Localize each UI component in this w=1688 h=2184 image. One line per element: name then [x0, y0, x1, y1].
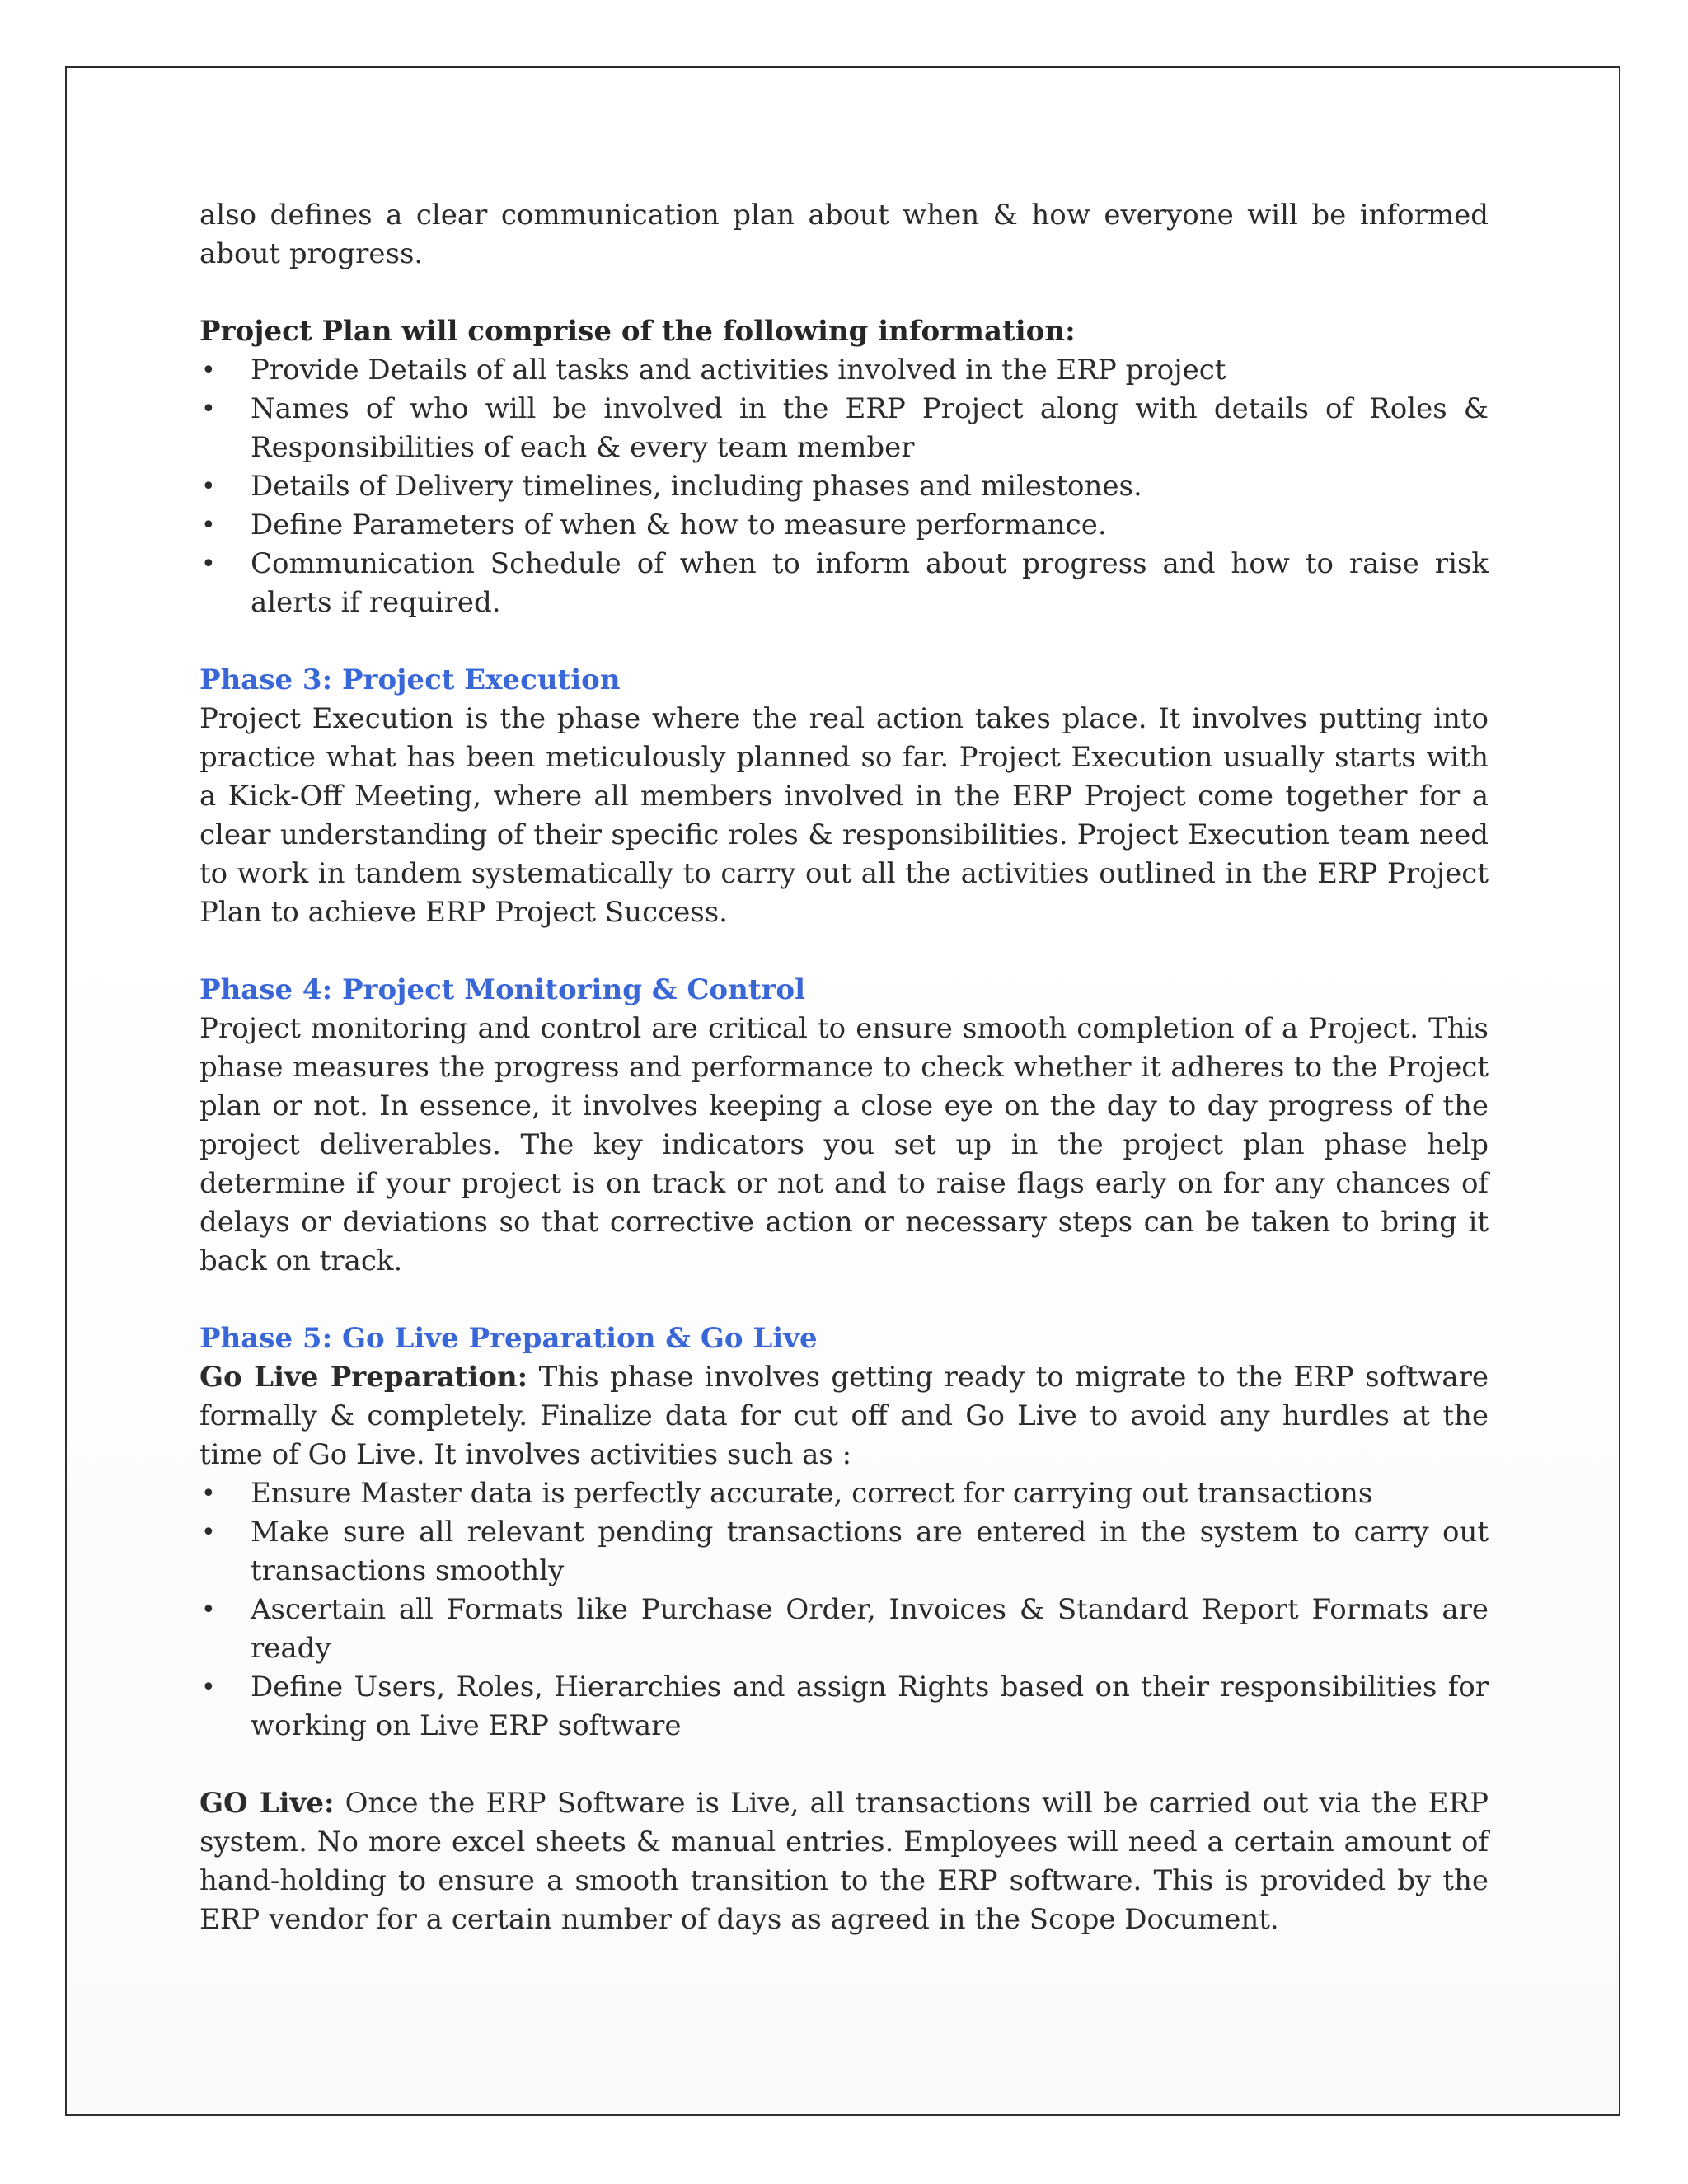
list-item: • Ascertain all Formats like Purchase Order, Invoices & Standard Report Formats are ready: [199, 1591, 1489, 1668]
list-item: • Provide Details of all tasks and activities involved in the ERP project: [199, 351, 1489, 390]
list-item: • Names of who will be involved in the ERP Project along with details of Roles & Responsibilities of each & every team member: [199, 390, 1489, 467]
list-item: • Details of Delivery timelines, including phases and milestones.: [199, 467, 1489, 506]
go-live-preparation-paragraph: [199, 1358, 1489, 1474]
go-live-label: GO Live:: [199, 1787, 335, 1820]
project-plan-heading: Project Plan will comprise of the following information:: [199, 315, 1076, 348]
phase-5-heading: Phase 5: Go Live Preparation & Go Live: [199, 1322, 818, 1355]
go-live-preparation-text: This phase involves getting ready to migrate to the ERP software formally & completely. Finalize data for cut off and Go Live to avoid any hurdles at the time of Go Live. It involves activities such as :: [199, 1361, 1489, 1471]
list-item: • Define Users, Roles, Hierarchies and assign Rights based on their responsibilities for working on Live ERP software: [199, 1668, 1489, 1746]
phase-4-heading: Phase 4: Project Monitoring & Control: [199, 973, 806, 1006]
go-live-text: Once the ERP Software is Live, all transactions will be carried out via the ERP system. No more excel sheets & manual entries. Employees will need a certain amount of hand-holding to ensure a smooth transition to the ERP software. This is provided by the ERP vendor for a certain number of days as agreed in the Scope Document.: [199, 1787, 1489, 1936]
phase-4-body: Project monitoring and control are critical to ensure smooth completion of a Project. This phase measures the progress and performance to check whether it adheres to the Project plan or not. In essence, it involves keeping a close eye on the day to day progress of the project deliverables. The key indicators you set up in the project plan phase help determine if your project is on track or not and to raise flags early on for any chances of delays or deviations so that corrective action or necessary steps can be taken to bring it back on track.: [199, 1012, 1489, 1277]
list-item: • Ensure Master data is perfectly accurate, correct for carrying out transactions: [199, 1474, 1489, 1513]
project-plan-list: [199, 351, 1489, 622]
list-item: • Communication Schedule of when to inform about progress and how to raise risk alerts if required.: [199, 545, 1489, 622]
go-live-preparation-list: [199, 1474, 1489, 1746]
go-live-paragraph: [199, 1784, 1489, 1939]
phase-3-heading: Phase 3: Project Execution: [199, 663, 621, 696]
go-live-preparation-label: Go Live Preparation:: [199, 1361, 528, 1394]
list-item: • Make sure all relevant pending transactions are entered in the system to carry out transactions smoothly: [199, 1513, 1489, 1591]
list-item: • Define Parameters of when & how to measure performance.: [199, 506, 1489, 545]
phase-3-body: Project Execution is the phase where the real action takes place. It involves putting into practice what has been meticulously planned so far. Project Execution usually starts with a Kick-Off Meeting, where all members involved in the ERP Project come together for a clear understanding of their specific roles & responsibilities. Project Execution team need to work in tandem systematically to carry out all the activities outlined in the ERP Project Plan to achieve ERP Project Success.: [199, 702, 1489, 929]
document-body: [199, 196, 1489, 1939]
intro-paragraph: also defines a clear communication plan about when & how everyone will be informed about progress.: [199, 199, 1489, 270]
